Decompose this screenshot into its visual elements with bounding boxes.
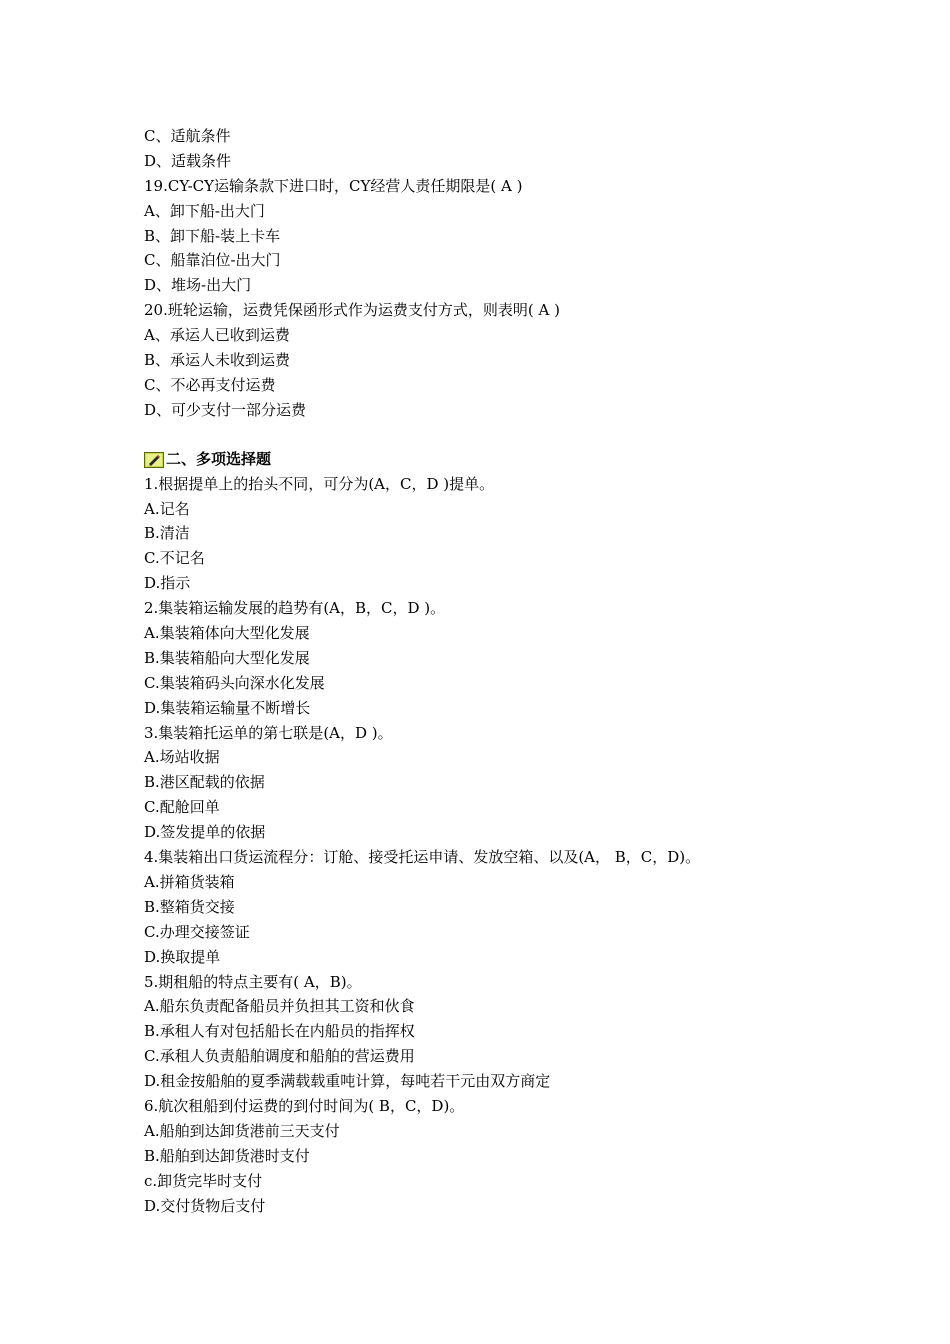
option-line: D.换取提单 <box>144 947 221 966</box>
question-2: 2.集装箱运输发展的趋势有(A，B，C，D )。 <box>144 599 446 618</box>
option-line: A.船舶到达卸货港前三天支付 <box>144 1121 340 1140</box>
question-5: 5.期租船的特点主要有( A，B)。 <box>144 972 362 991</box>
option-line: B.船舶到达卸货港时支付 <box>144 1146 310 1165</box>
option-line: C、船靠泊位-出大门 <box>144 251 281 270</box>
section-heading <box>144 447 844 472</box>
question-1: 1.根据提单上的抬头不同，可分为(A，C，D )提单。 <box>144 474 495 493</box>
option-line: A.记名 <box>144 499 190 518</box>
option-line: B.港区配载的依据 <box>144 773 265 792</box>
text-line: D、适载条件 <box>144 151 232 170</box>
section-spacer <box>144 423 844 447</box>
option-line: D.集装箱运输量不断增长 <box>144 698 311 717</box>
question-4: 4.集装箱出口货运流程分：订舱、接受托运申请、发放空箱、以及(A， B，C，D)。 <box>144 848 701 867</box>
option-line: C.承租人负责船舶调度和船舶的营运费用 <box>144 1047 415 1066</box>
option-line: D.签发提单的依据 <box>144 823 266 842</box>
option-line: B.清洁 <box>144 524 190 543</box>
document-page <box>144 124 844 1218</box>
text-line: C、适航条件 <box>144 127 231 145</box>
question-19: 19.CY-CY运输条款下进口时，CY经营人责任期限是( A ) <box>144 176 523 195</box>
question-20: 20.班轮运输，运费凭保函形式作为运费支付方式，则表明( A ) <box>144 301 560 320</box>
question-3: 3.集装箱托运单的第七联是(A，D )。 <box>144 723 393 742</box>
option-line: D.指示 <box>144 574 191 593</box>
option-line: C.配舱回单 <box>144 798 220 817</box>
option-line: C.办理交接签证 <box>144 922 250 941</box>
option-line: C.不记名 <box>144 549 205 568</box>
option-line: B、卸下船-装上卡车 <box>144 226 281 245</box>
option-line: D、可少支付一部分运费 <box>144 400 307 419</box>
option-line: D、堆场-出大门 <box>144 276 252 295</box>
option-line: B、承运人未收到运费 <box>144 351 291 370</box>
option-line: C、不必再支付运费 <box>144 375 276 394</box>
option-line: B.集装箱船向大型化发展 <box>144 648 310 667</box>
option-line: A.集装箱体向大型化发展 <box>144 624 310 643</box>
option-line: D.租金按船舶的夏季满载载重吨计算，每吨若干元由双方商定 <box>144 1072 551 1091</box>
option-line: A.船东负责配备船员并负担其工资和伙食 <box>144 997 415 1016</box>
option-line: A、承运人已收到运费 <box>144 326 290 345</box>
option-line: A、卸下船-出大门 <box>144 201 265 220</box>
option-line: C.集装箱码头向深水化发展 <box>144 673 325 692</box>
question-6: 6.航次租船到付运费的到付时间为( B，C，D)。 <box>144 1096 465 1115</box>
pencil-note-icon <box>144 451 164 467</box>
section-title: 二、多项选择题 <box>166 449 272 468</box>
option-line: B.承租人有对包括船长在内船员的指挥权 <box>144 1022 415 1041</box>
multiple-choice-block <box>144 472 844 1219</box>
option-line: A.场站收据 <box>144 748 220 767</box>
option-line: B.整箱货交接 <box>144 897 235 916</box>
option-line: A.拼箱货装箱 <box>144 872 235 891</box>
option-line: D.交付货物后支付 <box>144 1196 266 1215</box>
option-line: c.卸货完毕时支付 <box>144 1171 263 1190</box>
top-question-block <box>144 124 844 423</box>
